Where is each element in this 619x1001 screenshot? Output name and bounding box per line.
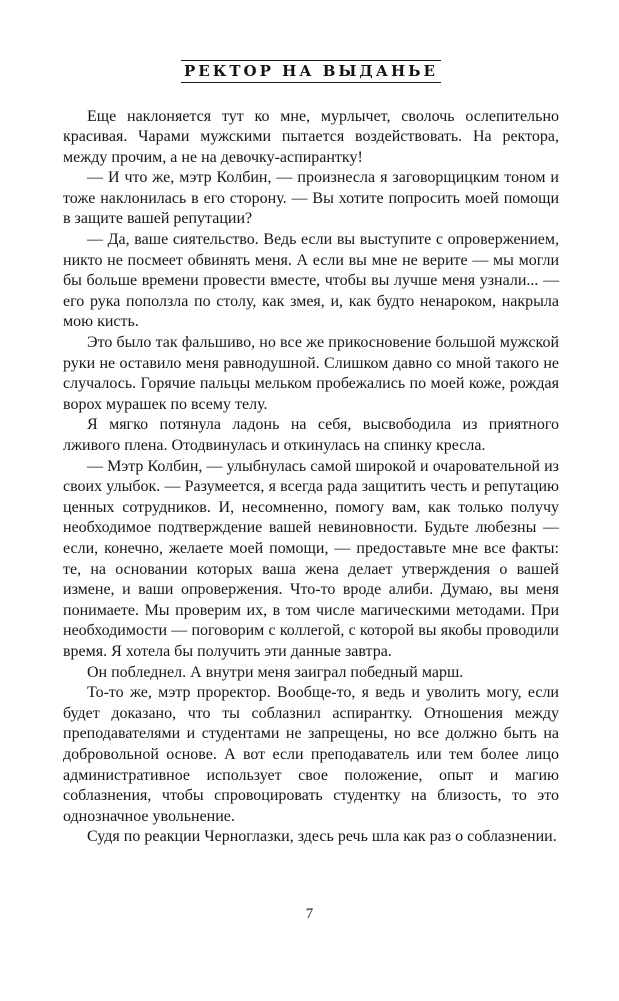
paragraph: — И что же, мэтр Колбин, — произнесла я заговорщицким тоном и тоже наклонилась в его сторону. — Вы хотите попросить моей помощи в защите вашей репутации? (63, 169, 559, 228)
paragraph: Судя по реакции Черноглазки, здесь речь шла как раз о соблазнении. (87, 828, 557, 846)
paragraph: Я мягко потянула ладонь на себя, высвободила из приятного лживого плена. Отодвинулась и откинулась на спинку кресла. (63, 416, 559, 454)
paragraph: Он побледнел. А внутри меня заиграл победный марш. (87, 663, 464, 681)
paragraph: То-то же, мэтр проректор. Вообще-то, я ведь и уволить могу, если будет доказано, что ты соблазнил аспирантку. Отношения между преподавателями и студентами не запрещены, но все должно быть на добровольной основе. А вот если преподаватель или тем более лицо административное использует свое положение, опыт и магию соблазнения, чтобы спровоцировать студентку на близость, то это однозначное увольнение. (63, 684, 559, 825)
paragraph: — Мэтр Колбин, — улыбнулась самой широкой и очаровательной из своих улыбок. — Разумеется, я всегда рада защитить честь и репутацию ценных сотрудников. И, несомненно, помогу вам, как только получу необходимое подтверждение вашей невиновности. Будьте любезны — если, конечно, желаете моей помощи, — предоставьте мне все факты: те, на основании которых ваша жена делает утверждения о вашей измене, и ваши опровержения. Что-то вроде алиби. Думаю, вы меня понимаете. Мы проверим их, в том числе магическими методами. При необходимости — поговорим с коллегой, с которой вы якобы проводили время. Я хотела бы получить эти данные завтра. (63, 457, 559, 660)
paragraph: Это было так фальшиво, но все же прикосновение большой мужской руки не оставило меня равнодушной. Слишком давно со мной такого не случалось. Горячие пальцы мельком пробежались по моей коже, рождая ворох мурашек по всему телу. (63, 334, 559, 413)
paragraph: — Да, ваше сиятельство. Ведь если вы выступите с опровержением, никто не посмеет обвинять меня. А если вы мне не верите — мы могли бы больше времени провести вместе, чтобы вы лучше меня узнали... — его рука поползла по столу, как змея, и, как будто ненароком, накрыла мою кисть. (63, 231, 559, 331)
page-footer (0, 905, 619, 923)
book-title: РЕКТОР НА ВЫДАНЬЕ (181, 60, 441, 83)
page-number: 7 (305, 906, 314, 922)
paragraph: Еще наклоняется тут ко мне, мурлычет, сволочь ослепительно красивая. Чарами мужскими пытается воздействовать. На ректора, между прочим, а не на девочку-аспирантку! (63, 107, 559, 166)
page-body (63, 107, 559, 848)
chapter-header (63, 60, 559, 83)
